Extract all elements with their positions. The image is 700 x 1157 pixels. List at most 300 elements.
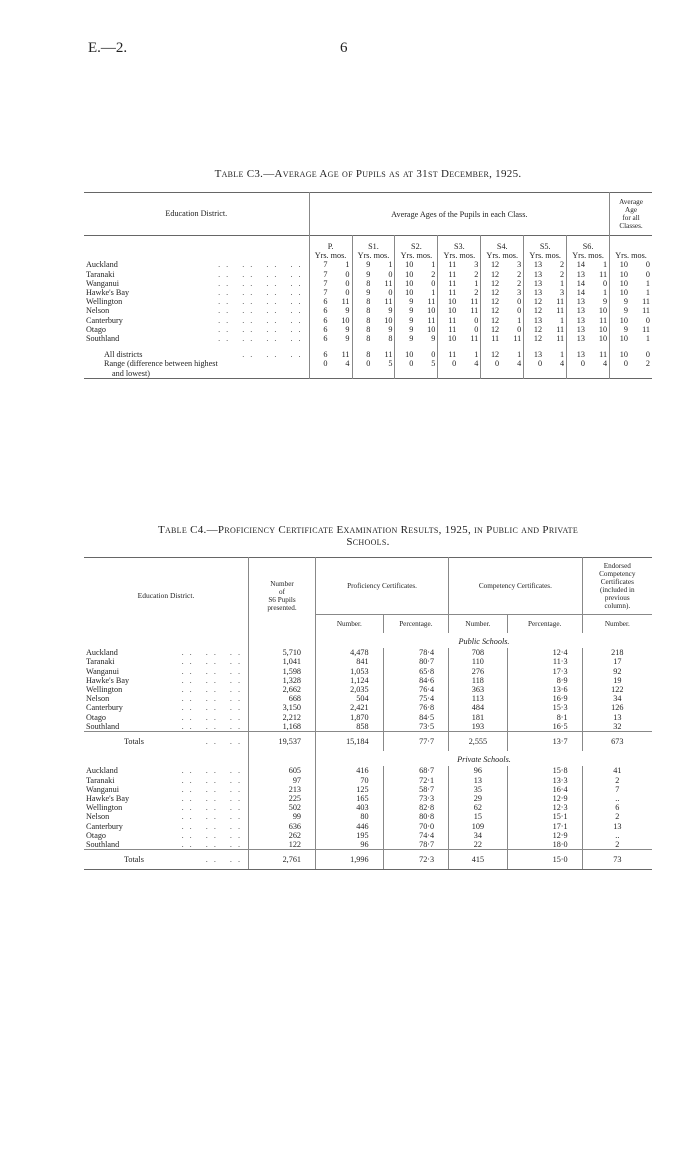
c4-sub-endorsed-number: Number. (582, 615, 652, 634)
c3-months: 1 (415, 288, 438, 297)
c4-section-label: Public Schools. (458, 637, 510, 646)
c4-section-label: Private Schools. (457, 755, 511, 765)
c3-district-text: All districts (104, 350, 143, 360)
c3-district-name (84, 325, 309, 334)
c3-months: 0 (645, 260, 650, 270)
leader-dots: .. .. (205, 855, 246, 865)
c4-prof_p: 68·7 (383, 766, 449, 775)
c4-comp_p: 17·1 (507, 822, 582, 831)
c3-years: 11 (491, 334, 500, 344)
c3-years: 10 (405, 269, 414, 279)
c3-months: 11 (458, 306, 481, 315)
c3-district-name (84, 297, 309, 306)
c3-years: 9 (366, 288, 371, 298)
leader-dots: .. .. .. (181, 703, 246, 713)
c3-class-label: P. (309, 242, 352, 251)
c4-section-spacer (84, 633, 249, 648)
c4-district-text: Totals (124, 855, 144, 865)
c4-comp_p: 15·0 (507, 850, 582, 870)
c3-row (84, 260, 652, 269)
c4-prof_p: 70·0 (383, 822, 449, 831)
c3-months: 10 (372, 316, 395, 325)
c3-years: 6 (323, 334, 328, 344)
c3-years: 8 (366, 324, 371, 334)
c3-unit-label: Yrs. mos. (567, 251, 610, 260)
document-code: E.—2. (88, 40, 128, 56)
c3-months: 11 (372, 279, 395, 288)
c4-prof_n: 70 (316, 776, 384, 785)
c4-section-row (84, 751, 652, 766)
c3-months: 11 (458, 297, 481, 306)
c4-comp_n: 62 (449, 803, 508, 812)
c4-section-spacer (249, 633, 316, 648)
table-c3-title: Table C3.—Average Age of Pupils as at 31st December, 1925. (214, 168, 522, 180)
c4-s6: 5,710 (249, 648, 316, 657)
c3-months: 1 (458, 350, 481, 359)
c3-months: 0 (329, 279, 352, 288)
c4-row (84, 657, 652, 666)
c3-row (84, 334, 652, 343)
c3-spacer-cell (372, 343, 395, 350)
c3-years: 13 (576, 315, 585, 325)
c4-section-row (84, 633, 652, 648)
c3-years: 10 (619, 334, 628, 344)
c4-district-name (84, 850, 249, 870)
c3-months: 0 (645, 269, 650, 279)
c4-row (84, 766, 652, 775)
c3-months: 1 (501, 350, 524, 359)
c4-end: 7 (615, 784, 620, 794)
c3-months: 11 (642, 306, 650, 316)
c4-comp_n: 276 (449, 667, 508, 676)
c4-district-name (84, 785, 249, 794)
c4-district-text: Hawke's Bay (86, 794, 130, 804)
c3-years: 9 (623, 324, 628, 334)
c4-district-name (84, 840, 249, 850)
c4-district-name (84, 812, 249, 821)
c3-months: 0 (458, 316, 481, 325)
c4-district-name (84, 822, 249, 831)
c3-unit-label: Yrs. mos. (309, 251, 352, 260)
c3-district-text: Canterbury (86, 315, 123, 325)
c3-unit-label: Yrs. mos. (615, 251, 647, 261)
c3-years: 9 (409, 315, 414, 325)
c4-comp_n: 22 (449, 840, 508, 850)
c4-comp_n: 708 (449, 648, 508, 657)
c4-district-name (84, 776, 249, 785)
c3-years: 9 (409, 306, 414, 316)
c3-years: 0 (366, 359, 371, 369)
c4-comp_p: 13·3 (507, 776, 582, 785)
c3-months: 11 (587, 270, 610, 279)
c4-district-text: Otago (86, 712, 107, 722)
c4-comp_p: 18·0 (507, 840, 582, 850)
c4-prof_n: 2,035 (316, 685, 384, 694)
c3-spacer-cell (567, 343, 587, 350)
c3-months: 10 (587, 334, 610, 343)
c4-district-name (84, 766, 249, 775)
c3-months: 1 (415, 260, 438, 269)
c3-years: 9 (623, 297, 628, 307)
c4-comp_p: 11·3 (507, 657, 582, 666)
c4-comp_p: 8·1 (507, 713, 582, 722)
c3-years: 13 (533, 315, 543, 325)
leader-dots: .. .. .. (181, 830, 246, 840)
c3-row (84, 325, 652, 334)
c3-years: 8 (366, 334, 371, 344)
c3-months: 1 (544, 279, 567, 288)
c4-end: 126 (611, 703, 624, 713)
c4-prof_p: 72·1 (383, 776, 449, 785)
c3-months: 3 (501, 260, 524, 269)
c4-prof_p: 76·8 (383, 703, 449, 712)
c3-months: 1 (458, 279, 481, 288)
leader-dots: .. .. .. .. (218, 260, 307, 270)
c4-s6: 213 (249, 785, 316, 794)
c3-months: 5 (372, 359, 395, 378)
c3-years: 10 (448, 297, 457, 307)
c3-district-name (84, 270, 309, 279)
c3-district-text: Hawke's Bay (86, 288, 130, 298)
c3-years: 12 (490, 350, 500, 360)
c3-years: 0 (537, 359, 543, 369)
c4-district-name (84, 676, 249, 685)
c4-row (84, 785, 652, 794)
c3-months: 4 (544, 359, 567, 378)
c4-prof_p: 58·7 (383, 785, 449, 794)
leader-dots: .. .. .. (181, 666, 246, 676)
c3-row (84, 359, 652, 378)
c4-s6: 122 (249, 840, 316, 850)
c4-end: 92 (613, 666, 622, 676)
c3-months: 2 (544, 260, 567, 269)
c3-months: 4 (587, 359, 610, 378)
c3-district-text: Otago (86, 324, 107, 334)
c3-months: 11 (415, 316, 438, 325)
c3-months: 2 (415, 270, 438, 279)
c4-row (84, 831, 652, 840)
c4-comp_n: 109 (449, 822, 508, 831)
c3-years: 12 (490, 297, 500, 307)
c3-years: 9 (409, 324, 414, 334)
leader-dots: .. .. .. (181, 821, 246, 831)
c3-years: 7 (323, 260, 328, 270)
c4-prof_p: 73·3 (383, 794, 449, 803)
c3-months: 11 (329, 350, 352, 359)
c3-months: 1 (372, 260, 395, 269)
c4-end: 2 (615, 840, 620, 850)
c4-district-text: Auckland (86, 648, 118, 658)
c3-row (84, 288, 652, 297)
leader-dots: .. .. .. .. (218, 334, 307, 344)
c3-months: 0 (587, 279, 610, 288)
c3-years: 0 (409, 359, 414, 369)
c3-months: 9 (329, 306, 352, 315)
c4-prof_n: 1,996 (316, 850, 384, 870)
c4-row (84, 794, 652, 803)
c4-row (84, 803, 652, 812)
c4-s6: 19,537 (249, 732, 316, 752)
c4-comp_p: 16·9 (507, 694, 582, 703)
c3-years: 13 (576, 306, 585, 316)
c3-district-text: Auckland (86, 260, 118, 270)
c3-spacer-cell (352, 343, 372, 350)
c3-years: 13 (576, 324, 585, 334)
c4-row (84, 840, 652, 850)
c3-years: 13 (576, 334, 585, 344)
c3-months: 4 (501, 359, 524, 378)
c3-district-text: Range (difference between highest (104, 359, 218, 369)
leader-dots: .. .. (205, 737, 246, 747)
c3-header-average: Average Age for all Classes. (619, 198, 643, 230)
c4-district-text: Taranaki (86, 657, 115, 667)
c4-district-name (84, 794, 249, 803)
c4-end: 13 (613, 821, 622, 831)
c3-years: 12 (490, 260, 500, 270)
c3-header-district: Education District. (84, 193, 309, 236)
c3-years: 11 (448, 278, 457, 288)
c3-months: 0 (645, 315, 650, 325)
c4-end: 32 (613, 721, 622, 731)
c3-months: 1 (645, 334, 650, 344)
c3-row (84, 316, 652, 325)
c4-comp_n: 113 (449, 694, 508, 703)
c3-years: 10 (619, 288, 628, 298)
c4-section-spacer (84, 751, 249, 766)
c4-header-endorsed: Endorsed Competency Certificates (included in previous column). (599, 562, 636, 610)
c3-district-name (84, 306, 309, 315)
c4-comp_p: 13·7 (507, 732, 582, 752)
c3-row (84, 297, 652, 306)
c4-prof_n: 504 (316, 694, 384, 703)
c3-months: 2 (458, 288, 481, 297)
c4-district-name (84, 648, 249, 657)
c4-comp_n: 193 (449, 722, 508, 732)
c4-comp_n: 363 (449, 685, 508, 694)
c4-prof_p: 84·5 (383, 713, 449, 722)
c4-district-text: Nelson (86, 694, 110, 704)
c3-months: 11 (458, 334, 481, 343)
c3-months: 10 (587, 306, 610, 315)
leader-dots: .. .. .. (181, 694, 246, 704)
c3-months: 4 (329, 359, 352, 378)
c3-years: 12 (533, 324, 543, 334)
c3-district-name (84, 350, 309, 359)
c4-district-text: Southland (86, 721, 120, 731)
c3-months: 1 (587, 260, 610, 269)
c3-unit-label: Yrs. mos. (524, 251, 567, 260)
c3-years: 7 (323, 278, 328, 288)
c4-prof_p: 74·4 (383, 831, 449, 840)
leader-dots: .. .. .. .. (218, 288, 307, 298)
c3-district-name (84, 316, 309, 325)
c3-district-text: Wellington (86, 297, 123, 307)
c3-years: 7 (323, 269, 328, 279)
c3-years: 12 (490, 278, 500, 288)
c3-months: 11 (642, 324, 650, 334)
c3-months: 11 (587, 350, 610, 359)
c3-months: 0 (501, 325, 524, 334)
c3-months: 9 (372, 325, 395, 334)
leader-dots: .. .. .. (181, 721, 246, 731)
c4-comp_p: 17·3 (507, 667, 582, 676)
c4-sub-comp-number: Number. (449, 615, 508, 634)
c4-comp_n: 2,555 (449, 732, 508, 752)
c3-years: 10 (405, 260, 414, 270)
c3-spacer-cell (481, 343, 501, 350)
c4-end: 19 (613, 675, 622, 685)
table-c4-title-line1: Table C4.—Proficiency Certificate Examination Results, 1925, in Public and Private (157, 524, 579, 536)
c4-prof_n: 80 (316, 812, 384, 821)
c3-years: 9 (366, 269, 371, 279)
c3-months: 11 (501, 334, 524, 343)
c4-district-name (84, 831, 249, 840)
c4-prof_n: 15,184 (316, 732, 384, 752)
c3-years: 0 (580, 359, 585, 369)
c3-years: 6 (323, 350, 328, 360)
c3-years: 13 (533, 350, 543, 360)
c3-months: 0 (329, 288, 352, 297)
c4-row (84, 713, 652, 722)
c4-row (84, 685, 652, 694)
c3-years: 14 (576, 260, 585, 270)
c4-comp_p: 16·4 (507, 785, 582, 794)
c4-comp_n: 29 (449, 794, 508, 803)
c3-row (84, 306, 652, 315)
leader-dots: .. .. .. (181, 685, 246, 695)
c4-comp_n: 96 (449, 766, 508, 775)
c4-end: 2 (615, 812, 620, 822)
c4-prof_n: 1,124 (316, 676, 384, 685)
leader-dots: .. .. .. (181, 803, 246, 813)
c4-district-name (84, 685, 249, 694)
c3-years: 7 (323, 288, 328, 298)
leader-dots: .. .. .. .. (218, 269, 307, 279)
c4-comp_p: 15·1 (507, 812, 582, 821)
c3-years: 6 (323, 315, 328, 325)
c3-years: 10 (619, 278, 628, 288)
c3-district-name (84, 288, 309, 297)
c3-years: 6 (323, 297, 328, 307)
c3-months: 11 (544, 325, 567, 334)
c4-comp_n: 110 (449, 657, 508, 666)
c4-prof_n: 403 (316, 803, 384, 812)
c4-sub-comp-percentage: Percentage. (507, 615, 582, 634)
c4-district-text: Otago (86, 830, 107, 840)
leader-dots: .. .. .. (181, 775, 246, 785)
c3-years: 13 (576, 350, 585, 360)
c4-section-spacer (249, 751, 316, 766)
c4-s6: 1,041 (249, 657, 316, 666)
leader-dots: .. .. .. (181, 675, 246, 685)
c4-district-name (84, 722, 249, 732)
c3-district-name (84, 260, 309, 269)
c4-header-district: Education District. (84, 558, 249, 634)
c3-months: 1 (645, 288, 650, 298)
c4-prof_n: 416 (316, 766, 384, 775)
c3-years: 12 (490, 315, 500, 325)
c3-years: 0 (495, 359, 500, 369)
c4-s6: 2,761 (249, 850, 316, 870)
c4-s6: 605 (249, 766, 316, 775)
c4-end: 41 (613, 766, 622, 776)
c4-end: 13 (613, 712, 622, 722)
leader-dots: .. .. .. .. (218, 306, 307, 316)
c4-end: 2 (615, 775, 620, 785)
c3-years: 0 (323, 359, 328, 369)
c3-years: 12 (490, 306, 500, 316)
c4-row (84, 676, 652, 685)
c3-years: 6 (323, 324, 328, 334)
c3-years: 14 (576, 288, 585, 298)
c3-district-text-2: and lowest) (112, 368, 150, 378)
leader-dots: .. .. .. .. (218, 324, 307, 334)
c3-months: 2 (645, 359, 650, 369)
c4-district-name (84, 803, 249, 812)
c4-prof_n: 1,053 (316, 667, 384, 676)
c3-district-text: Southland (86, 334, 120, 344)
c3-months: 1 (501, 316, 524, 325)
c4-s6: 2,212 (249, 713, 316, 722)
c3-months: 2 (544, 270, 567, 279)
c3-spacer-cell (458, 343, 481, 350)
c4-district-name (84, 713, 249, 722)
c4-prof_p: 72·3 (383, 850, 449, 870)
c3-spacer-cell (438, 343, 458, 350)
c3-spacer-cell (630, 343, 652, 350)
c3-months: 0 (415, 350, 438, 359)
c3-years: 12 (490, 269, 500, 279)
leader-dots: .. .. .. (181, 712, 246, 722)
c4-district-text: Wanganui (86, 784, 119, 794)
leader-dots: .. .. .. (181, 784, 246, 794)
c4-district-text: Hawke's Bay (86, 675, 130, 685)
table-c4 (84, 557, 652, 870)
c4-row (84, 648, 652, 657)
c3-months: 0 (645, 350, 650, 360)
c4-prof_n: 858 (316, 722, 384, 732)
c3-months: 0 (458, 325, 481, 334)
c3-years: 10 (619, 350, 628, 360)
c4-sub-prof-number: Number. (316, 615, 384, 634)
c3-district-text: Wanganui (86, 278, 119, 288)
c4-district-text: Canterbury (86, 821, 123, 831)
c3-years: 14 (576, 278, 585, 288)
c3-years: 11 (448, 324, 457, 334)
c3-years: 12 (490, 324, 500, 334)
c3-months: 0 (501, 306, 524, 315)
c3-spacer-cell (610, 343, 630, 350)
c4-totals-row (84, 732, 652, 752)
c4-totals-row (84, 850, 652, 870)
c3-months: 4 (458, 359, 481, 378)
c3-years: 10 (448, 334, 457, 344)
c4-end: 17 (613, 657, 622, 667)
c3-months: 10 (415, 306, 438, 315)
c3-years: 10 (619, 315, 628, 325)
c3-years: 12 (533, 306, 543, 316)
c3-years: 13 (576, 269, 585, 279)
c4-end: 6 (615, 803, 620, 813)
c4-district-text: Wellington (86, 685, 123, 695)
c3-months: 8 (372, 334, 395, 343)
c3-months: 5 (415, 359, 438, 378)
c3-district-name (84, 334, 309, 343)
c3-months: 9 (415, 334, 438, 343)
c3-years: 11 (448, 315, 457, 325)
c4-comp_n: 118 (449, 676, 508, 685)
c4-s6: 2,662 (249, 685, 316, 694)
